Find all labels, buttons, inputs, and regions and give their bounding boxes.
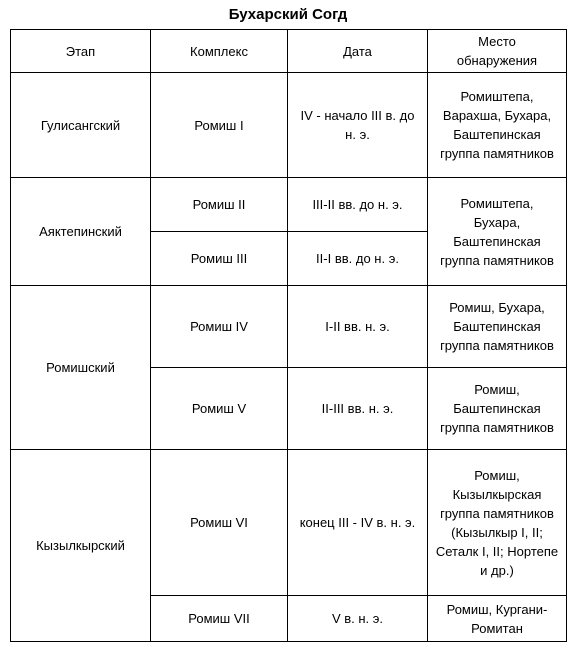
stage-cell: Кызылкырский — [11, 450, 151, 642]
complex-cell: Ромиш III — [151, 232, 288, 286]
header-stage: Этап — [11, 30, 151, 73]
date-cell: II-I вв. до н. э. — [288, 232, 428, 286]
place-cell: Ромиш, Кургани- Ромитан — [428, 596, 567, 642]
complex-cell: Ромиш I — [151, 73, 288, 178]
date-cell: III-II вв. до н. э. — [288, 178, 428, 232]
header-place: Место обнаружения — [428, 30, 567, 73]
stage-cell: Гулисангский — [11, 73, 151, 178]
table-row — [11, 73, 567, 178]
table-row — [11, 450, 567, 596]
stage-cell: Ромишский — [11, 286, 151, 450]
date-cell: II-III вв. н. э. — [288, 368, 428, 450]
header-complex: Комплекс — [151, 30, 288, 73]
place-cell: Ромиш, Бухара, Баштепинская группа памятников — [428, 286, 567, 368]
complex-cell: Ромиш V — [151, 368, 288, 450]
header-date: Дата — [288, 30, 428, 73]
place-cell: Ромиштепа, Варахша, Бухара, Баштепинская группа памятников — [428, 73, 567, 178]
table-row — [11, 286, 567, 368]
chronology-table — [10, 29, 567, 642]
table-row — [11, 178, 567, 232]
date-cell: I-II вв. н. э. — [288, 286, 428, 368]
place-cell: Ромиш, Кызылкырская группа памятников (Кызылкыр I, II; Сеталк I, II; Нортепе и др.) — [428, 450, 567, 596]
complex-cell: Ромиш II — [151, 178, 288, 232]
stage-cell: Аяктепинский — [11, 178, 151, 286]
place-cell: Ромиштепа, Бухара, Баштепинская группа памятников — [428, 178, 567, 286]
date-cell: конец III - IV в. н. э. — [288, 450, 428, 596]
date-cell: V в. н. э. — [288, 596, 428, 642]
complex-cell: Ромиш IV — [151, 286, 288, 368]
complex-cell: Ромиш VII — [151, 596, 288, 642]
header-row — [11, 30, 567, 73]
table-title: Бухарский Согд — [228, 6, 348, 23]
complex-cell: Ромиш VI — [151, 450, 288, 596]
date-cell: IV - начало III в. до н. э. — [288, 73, 428, 178]
place-cell: Ромиш, Баштепинская группа памятников — [428, 368, 567, 450]
